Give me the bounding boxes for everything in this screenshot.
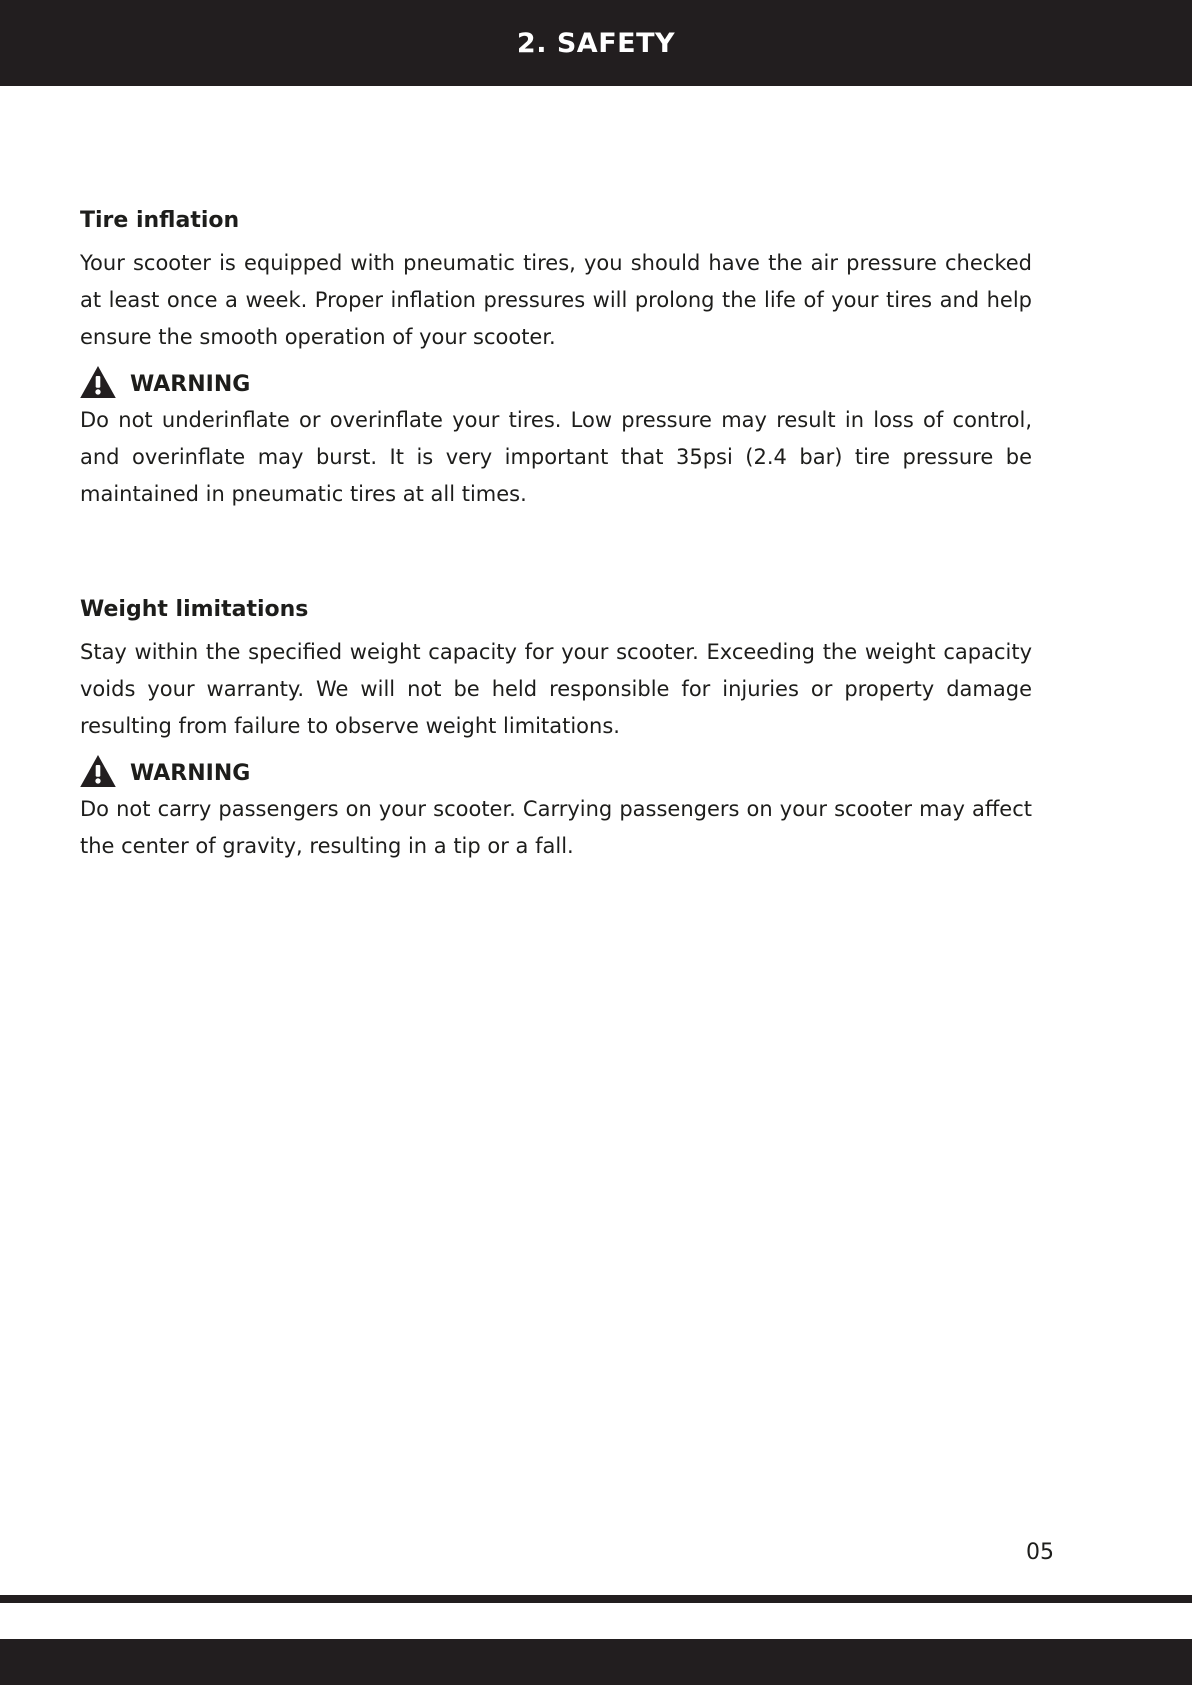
warning-icon [80,366,116,398]
warning-body-text: Do not carry passengers on your scooter. Carrying passengers on your scooter may affect the center of gravity, resulting in a tip or a fall. [80,797,1032,858]
footer-bar [0,1639,1192,1685]
warning-body-text: Do not underinflate or overinflate your tires. Low pressure may result in loss of control, and overinflate may burst. It is very important that 35psi (2.4 bar) tire pressure be maintained in pneumatic tires at all times. [80,408,1032,506]
warning-icon [80,755,116,787]
warning-header [80,757,1032,789]
footer-divider [0,1595,1192,1603]
section-weight-limitations [80,597,1032,865]
warning-label: WARNING [130,371,251,397]
warning-label: WARNING [130,760,251,786]
page-header [0,0,1192,86]
section-heading: Tire inflation [80,208,240,233]
section-tire-inflation [80,208,1032,513]
page-number: 05 [1026,1540,1054,1565]
section-heading: Weight limitations [80,597,309,622]
page-title: 2. SAFETY [516,27,676,59]
section-body-text: Your scooter is equipped with pneumatic tires, you should have the air pressure checked at least once a week. Proper inflation pressures will prolong the life of your tires and help ensure the smooth operation of your scooter. [80,251,1032,349]
section-body-text: Stay within the specified weight capacity for your scooter. Exceeding the weight capacity voids your warranty. We will not be held responsible for injuries or property damage resulting from failure to observe weight limitations. [80,640,1032,738]
page-content [80,86,1032,865]
warning-header [80,368,1032,400]
